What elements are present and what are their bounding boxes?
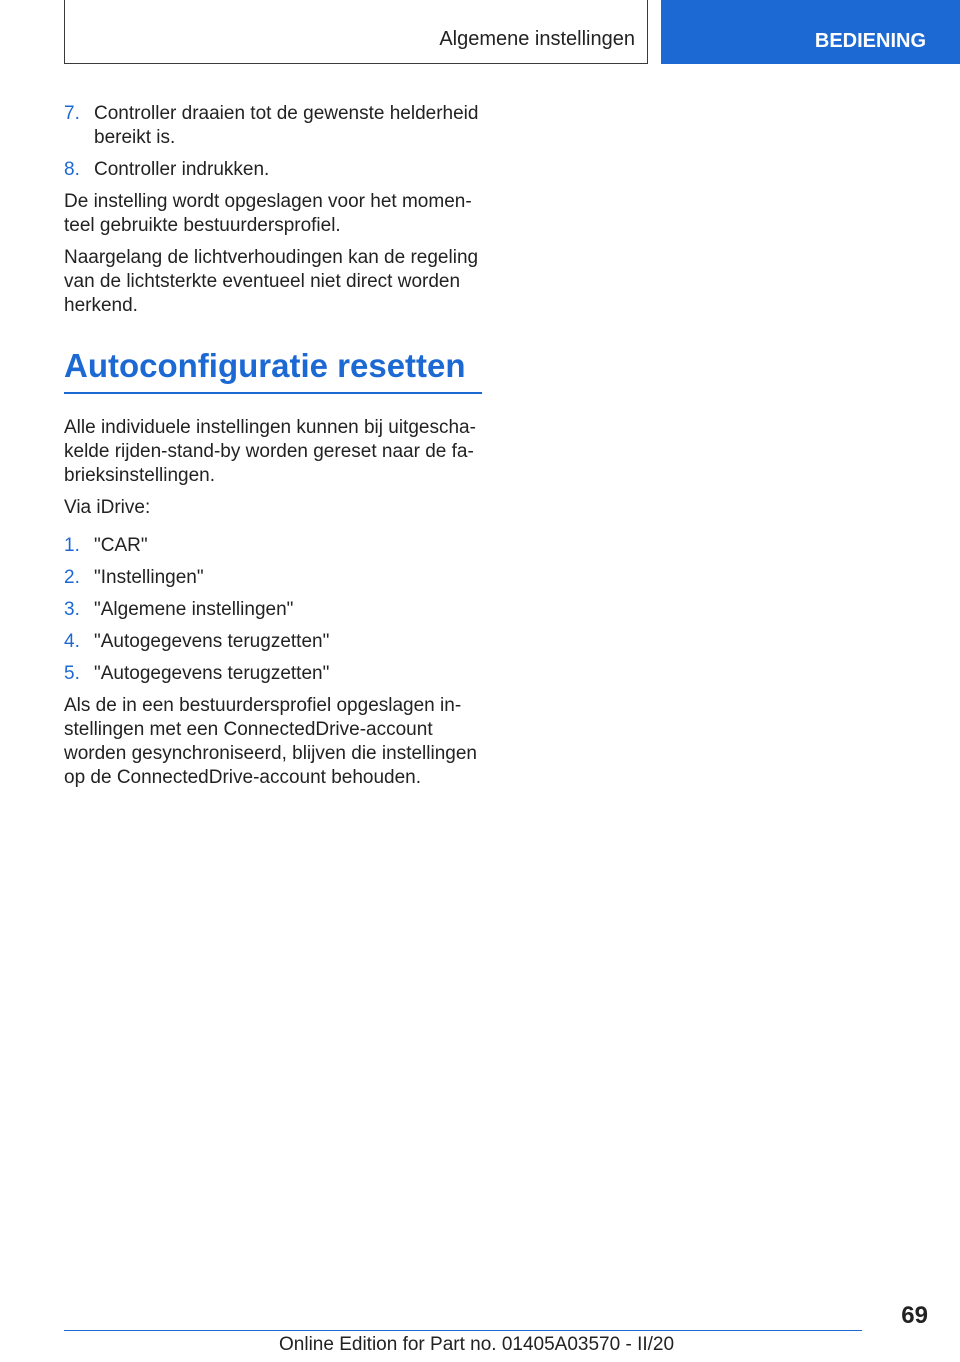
step-text: Controller draaien tot de gewenste helderheid bereikt is. <box>94 103 479 148</box>
header-section-box <box>64 0 648 64</box>
header-chapter-tab <box>661 0 960 64</box>
via-label: Via iDrive: <box>64 497 151 518</box>
step-text: "Instellingen" <box>94 567 204 588</box>
step-text: "Autogegevens terugzetten" <box>94 663 330 684</box>
header-chapter-title: BEDIENING <box>814 30 926 52</box>
step-text: Controller indrukken. <box>94 159 270 180</box>
step-number: 1. <box>64 535 80 556</box>
section-heading: Autoconfiguratie resetten <box>64 346 482 394</box>
step-text: "Autogegevens terugzetten" <box>94 631 330 652</box>
footer-divider <box>64 1330 862 1331</box>
list-item <box>64 630 482 654</box>
closing-paragraph: Als de in een bestuurdersprofiel opgeslagen instellingen met een ConnectedDrive-account worden gesynchroniseerd, blijven die instellingen op de ConnectedDrive-account behouden. <box>64 695 477 788</box>
paragraph: De instelling wordt opgeslagen voor het momenteel gebruikte bestuurdersprofiel. <box>64 191 472 236</box>
list-item <box>64 566 482 590</box>
section-intro: Alle individuele instellingen kunnen bij uitgeschakelde rijden-stand-by worden gereset naar de fabrieksinstellingen. <box>64 417 476 486</box>
step-number: 8. <box>64 159 80 180</box>
step-number: 3. <box>64 599 80 620</box>
step-number: 7. <box>64 103 80 124</box>
list-item <box>64 662 482 686</box>
step-number: 2. <box>64 567 80 588</box>
list-item <box>64 102 482 150</box>
paragraph: Naargelang de lichtverhoudingen kan de regeling van de lichtsterkte eventueel niet direct worden herkend. <box>64 247 479 316</box>
step-text: "Algemene instellingen" <box>94 599 294 620</box>
list-item <box>64 534 482 558</box>
page-number: 69 <box>901 1302 928 1329</box>
step-number: 4. <box>64 631 80 652</box>
footer-edition: Online Edition for Part no. 01405A03570 - II/20 <box>279 1334 675 1355</box>
list-item <box>64 598 482 622</box>
step-text: "CAR" <box>94 535 148 556</box>
list-item <box>64 158 482 182</box>
step-number: 5. <box>64 663 80 684</box>
main-content <box>64 102 482 798</box>
header-section-title: Algemene instellingen <box>439 28 635 50</box>
spacer <box>64 394 482 416</box>
